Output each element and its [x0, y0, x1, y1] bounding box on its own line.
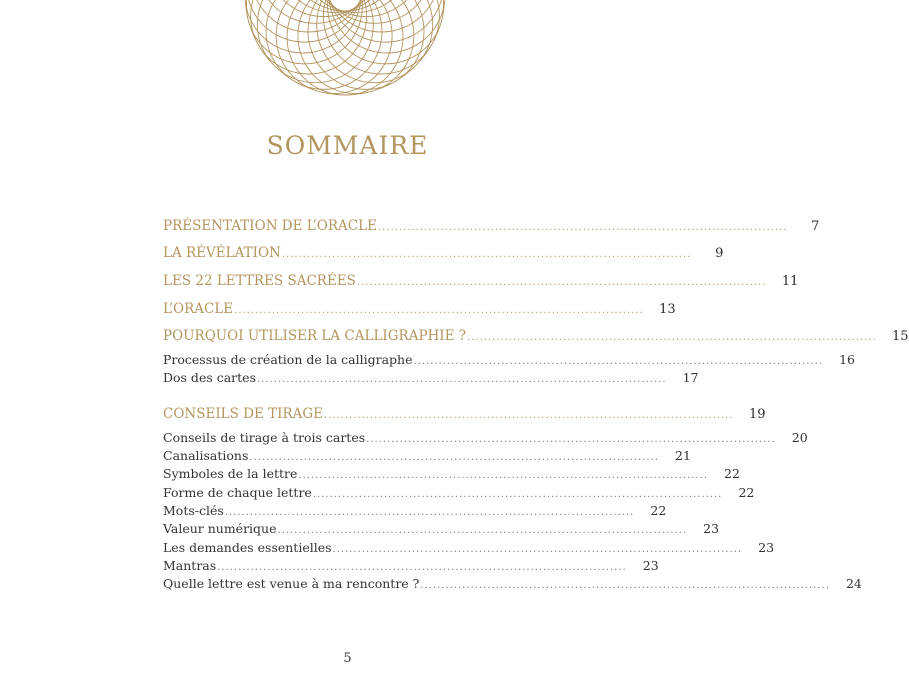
toc-entry-label: Mantras: [163, 558, 217, 573]
toc-entry-label: LES 22 LETTRES SACRÉES: [163, 273, 356, 289]
toc-entry-page: 24: [845, 576, 862, 591]
toc-entry-page: 21: [675, 448, 691, 463]
dot-leader: ..................................................................................................: [224, 507, 635, 518]
toc-entry-label: Canalisations: [163, 448, 249, 463]
toc-entry-canalisations[interactable]: [163, 448, 691, 463]
page-number: 5: [343, 651, 352, 666]
toc-entry-label: Dos des cartes: [163, 370, 256, 385]
toc-entry-presentation[interactable]: [163, 218, 820, 234]
toc-entry-label: Valeur numérique: [163, 521, 277, 536]
toc-entry-dos-cartes[interactable]: [163, 370, 699, 385]
toc-entry-label: CONSEILS DE TIRAGE: [163, 406, 324, 422]
toc-entry-calligraphie[interactable]: [163, 328, 909, 344]
toc-entry-processus[interactable]: [163, 352, 855, 367]
toc-entry-page: 23: [642, 558, 659, 573]
toc-entry-forme[interactable]: [163, 485, 755, 500]
dot-leader: ..................................................................................................: [366, 434, 776, 445]
toc-entry-lettres-sacrees[interactable]: [163, 273, 799, 289]
toc-entry-label: Mots-clés: [163, 503, 224, 518]
mandala-ornament: [240, 0, 450, 100]
toc-entry-page: 19: [748, 407, 766, 422]
toc-entry-page: 11: [781, 274, 799, 289]
toc-entry-label: Quelle lettre est venue à ma rencontre ?: [163, 576, 420, 591]
toc-entry-trois-cartes[interactable]: [163, 430, 808, 445]
toc-entry-page: 9: [715, 246, 724, 261]
dot-leader: ..................................................................................................: [249, 452, 659, 463]
dot-leader: ..................................................................................................: [420, 580, 830, 591]
toc-entry-label: PRÉSENTATION DE L’ORACLE: [163, 218, 377, 234]
toc-entry-mots-cles[interactable]: [163, 503, 667, 518]
dot-leader: ..................................................................................................: [234, 305, 644, 316]
toc-entry-page: 20: [791, 430, 808, 445]
toc-entry-label: Symboles de la lettre: [163, 466, 298, 481]
dot-leader: ..................................................................................................: [257, 374, 667, 385]
toc-entry-page: 23: [703, 521, 720, 536]
toc-entry-page: 16: [839, 352, 855, 367]
toc-entry-label: Forme de chaque lettre: [163, 485, 312, 500]
dot-leader: ..................................................................................................: [324, 410, 734, 421]
toc-entry-page: 22: [738, 485, 755, 500]
toc-entry-page: 17: [682, 370, 699, 385]
toc-entry-page: 22: [724, 466, 740, 481]
toc-entry-label: LA RÉVÉLATION: [163, 245, 281, 261]
toc-entry-symboles[interactable]: [163, 466, 740, 481]
toc-entry-label: POURQUOI UTILISER LA CALLIGRAPHIE ?: [163, 328, 467, 344]
toc-entry-label: Conseils de tirage à trois cartes: [163, 430, 366, 445]
toc-entry-mantras[interactable]: [163, 558, 659, 573]
toc-entry-page: 15: [892, 329, 909, 344]
toc-entry-label: Processus de création de la calligraphe: [163, 352, 413, 367]
dot-leader: ..................................................................................................: [277, 525, 688, 536]
dot-leader: ..................................................................................................: [217, 562, 627, 573]
toc-entry-demandes[interactable]: [163, 540, 775, 555]
toc-entry-page: 23: [758, 540, 775, 555]
dot-leader: ..................................................................................................: [413, 356, 823, 367]
dot-leader: ..................................................................................................: [332, 544, 743, 555]
dot-leader: ..................................................................................................: [312, 489, 723, 500]
toc-entry-revelation[interactable]: [163, 245, 724, 261]
toc-entry-label: Les demandes essentielles: [163, 540, 332, 555]
toc-entry-label: L’ORACLE: [163, 301, 234, 317]
dot-leader: ..................................................................................................: [467, 332, 877, 343]
toc-entry-page: 7: [811, 219, 820, 234]
dot-leader: ..................................................................................................: [281, 249, 692, 260]
toc-entry-page: 13: [659, 302, 676, 317]
toc-entry-oracle[interactable]: [163, 301, 676, 317]
toc-entry-conseils-tirage[interactable]: [163, 406, 766, 422]
page-title: SOMMAIRE: [266, 131, 429, 160]
toc-entry-valeur[interactable]: [163, 521, 720, 536]
dot-leader: ..................................................................................................: [377, 222, 788, 233]
toc-entry-rencontre[interactable]: [163, 576, 862, 591]
toc-entry-page: 22: [650, 503, 667, 518]
dot-leader: ..................................................................................................: [356, 277, 767, 288]
dot-leader: ..................................................................................................: [298, 470, 708, 481]
